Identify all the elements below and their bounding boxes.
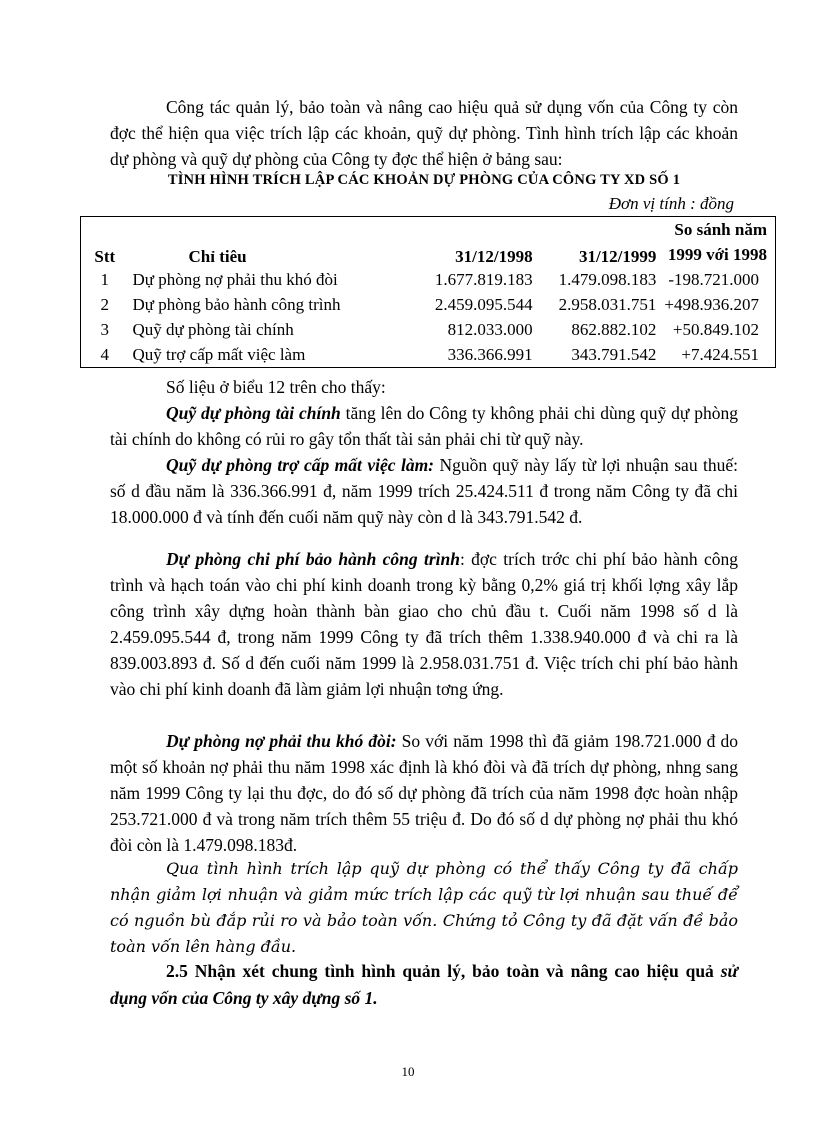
cell-name: Dự phòng nợ phải thu khó đòi [132, 269, 338, 289]
header-compare [660, 217, 775, 268]
intro-paragraph: Công tác quản lý, bảo toàn và nâng cao hiệu quả sử dụng vốn của Công ty còn đợc thể hiện qua việc trích lập các khoản, quỹ dự phòng. Tình hình trích lập các khoản dự phòng và quỹ dự phòng của Công ty đợc thể hiện ở bảng sau: [110, 97, 738, 169]
cell-diff: +50.849.102 [672, 319, 759, 339]
cell-1998: 1.677.819.183 [434, 269, 533, 289]
paragraph-bad-debt-reserve [110, 728, 738, 858]
table-row [81, 342, 776, 368]
lead-warranty-reserve: Dự phòng chi phí bảo hành công trình [166, 549, 460, 569]
section-heading-italic: sử dụng vốn của Công ty xây dựng số 1. [110, 961, 738, 1008]
provisions-table [80, 216, 776, 368]
header-compare-line2: 1999 với 1998 [667, 245, 767, 264]
cell-stt: 3 [100, 319, 109, 339]
page-number: 10 [401, 1064, 415, 1079]
cell-1999: 343.791.542 [571, 344, 657, 364]
text-job-loss-fund: Nguồn quỹ này lấy từ lợi nhuận sau thuế: số d đầu năm là 336.366.991 đ, năm 1999 trích 25.424.511 đ trong năm Công ty đã chi 18.000.000 đ và tính đến cuối năm quỹ này còn d là 343.791.542 đ. [110, 455, 739, 527]
cell-diff: +498.936.207 [664, 294, 759, 314]
cell-1998: 812.033.000 [447, 319, 533, 339]
cell-diff: +7.424.551 [681, 344, 759, 364]
cell-1999: 862.882.102 [571, 319, 657, 339]
cell-name: Dự phòng bảo hành công trình [132, 294, 341, 314]
paragraph-job-loss-fund [110, 452, 738, 530]
conclusion-paragraph: Qua tình hình trích lập quỹ dự phòng có thể thấy Công ty đã chấp nhận giảm lợi nhuận và giảm mức trích lập các quỹ từ lợi nhuận sau thuế để có nguồn bù đắp rủi ro và bảo toàn vốn. Chứng tỏ Công ty đã đặt vấn đề bảo toàn vốn lên hàng đầu. [110, 859, 738, 956]
text-warranty-reserve: : đợc trích trớc chi phí bảo hành công trình và hạch toán vào chi phí kinh doanh trong kỳ bằng 0,2% giá trị khối lợng xây lắp công trình xây dựng hoàn thành bàn giao cho chủ đầu t. Cuối năm 1998 số d là 2.459.095.544 đ, trong năm 1999 Công ty đã trích thêm 1.338.940.000 đ và chi ra là 839.003.893 đ. Số d đến cuối năm 1999 là 2.958.031.751 đ. Việc trích chi phí bảo hành vào chi phí kinh doanh đã làm giảm lợi nhuận tơng ứng. [110, 549, 738, 699]
cell-stt: 4 [100, 344, 109, 364]
header-name: Chỉ tiêu [188, 247, 247, 266]
header-stt: Stt [94, 247, 116, 266]
table-header-row [81, 217, 776, 268]
section-heading [110, 958, 738, 1012]
cell-name: Quỹ trợ cấp mất việc làm [132, 344, 306, 364]
text-bad-debt-reserve: So với năm 1998 thì đã giảm 198.721.000 đ do một số khoản nợ phải thu năm 1998 xác định là khó đòi và đã trích dự phòng, nhng sang năm 1999 Công ty lại thu đợc, do đó số dự phòng đã trích của năm 1998 đợc hoàn nhập 253.721.000 đ và trong năm trích thêm 55 triệu đ. Do đó số d dự phòng nợ phải thu khó đòi còn là 1.479.098.183đ. [110, 731, 738, 855]
cell-name: Quỹ dự phòng tài chính [132, 319, 294, 339]
table-row [81, 317, 776, 342]
cell-1998: 2.459.095.544 [434, 294, 533, 314]
table-row [81, 267, 776, 292]
cell-1998: 336.366.991 [447, 344, 533, 364]
paragraph-warranty-reserve [110, 546, 738, 702]
cell-stt: 2 [100, 294, 109, 314]
paragraph-financial-reserve [110, 400, 738, 452]
header-compare-line1: So sánh năm [674, 220, 767, 239]
cell-stt: 1 [100, 269, 109, 289]
lead-job-loss-fund: Quỹ dự phòng trợ cấp mất việc làm: [166, 455, 435, 475]
cell-1999: 1.479.098.183 [558, 269, 657, 289]
lead-financial-reserve: Quỹ dự phòng tài chính [166, 403, 341, 423]
table-title: TÌNH HÌNH TRÍCH LẬP CÁC KHOẢN DỰ PHÒNG CỦA CÔNG TY XD SỐ 1 [167, 172, 681, 188]
cell-diff: -198.721.000 [668, 269, 759, 289]
unit-label: Đơn vị tính : đồng [608, 194, 734, 213]
table-row [81, 292, 776, 317]
text-financial-reserve: tăng lên do Công ty không phải chi dùng quỹ dự phòng tài chính do không có rủi ro gây tổn thất tài sản phải chi từ quỹ này. [110, 403, 738, 449]
header-1999: 31/12/1999 [578, 247, 657, 266]
source-note: Số liệu ở biểu 12 trên cho thấy: [166, 377, 386, 397]
header-1998: 31/12/1998 [455, 247, 533, 266]
section-heading-main: 2.5 Nhận xét chung tình hình quản lý, bảo toàn và nâng cao hiệu quả [166, 961, 721, 981]
lead-bad-debt-reserve: Dự phòng nợ phải thu khó đòi: [166, 731, 397, 751]
cell-1999: 2.958.031.751 [558, 294, 657, 314]
